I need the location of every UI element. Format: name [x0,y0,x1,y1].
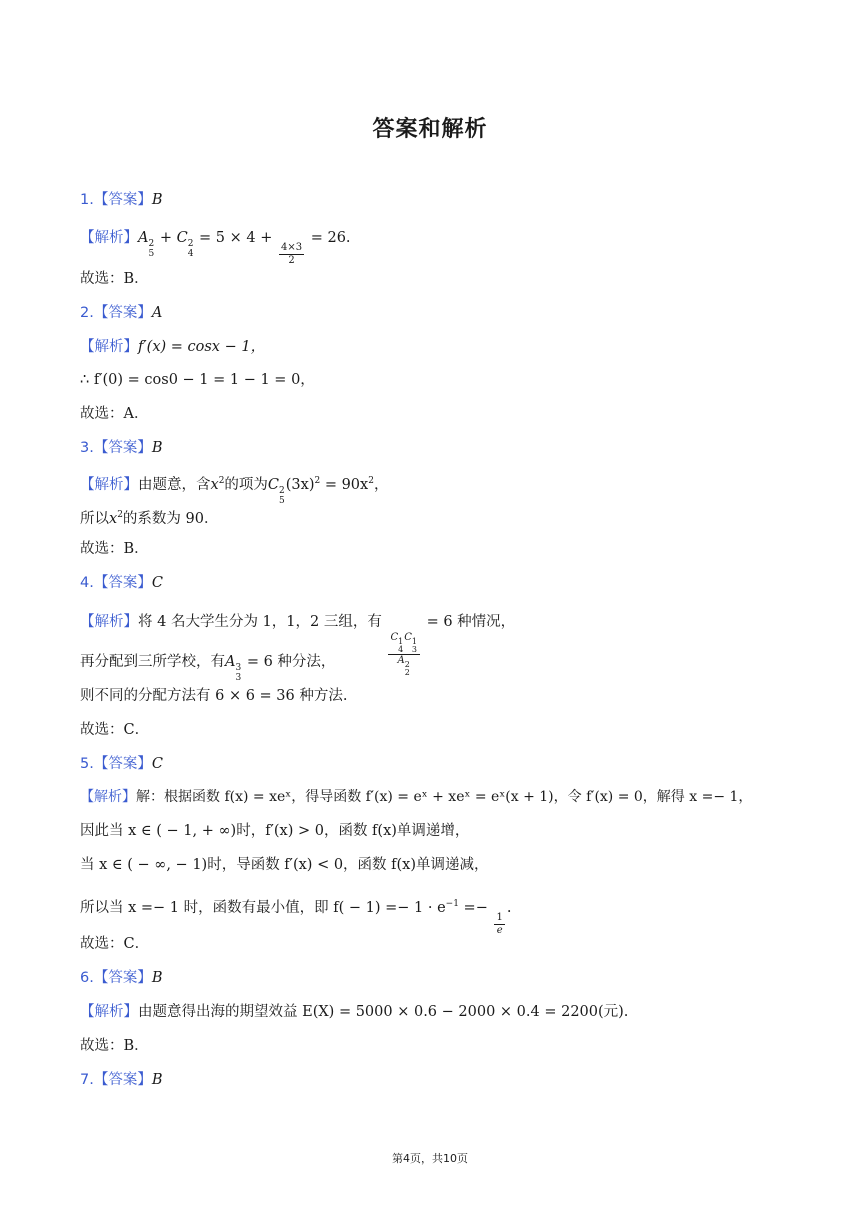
q5-fraction: $\frac{1}{e}$ [496,912,503,936]
q5-number: 5. [80,756,94,772]
q1-sum: = 5 × 4 + [199,230,273,246]
q6-answer-label: 【答案】 [93,970,152,986]
q5-analysis-line: 【解析】解：根据函数 f(x) = xeˣ，得导函数 f′(x) = eˣ + xeˣ = eˣ(x + 1)，令 f′(x) = 0，解得 x =− 1， [80,789,753,805]
q1-conclusion: 故选：B． [80,271,149,287]
q1-analysis-label: 【解析】 [80,230,138,246]
q1-analysis-line: 【解析】A 2 5 + C 2 4 = 5 × 4 + $\frac{4\times 3}{2}$ = 26. [80,230,351,266]
q5-minimum-line: 所以当 x =− 1 时，函数有最小值，即 $f( - 1) =- 1 \cdot e^{-1}$ =− $\frac{1}{e}$ . [80,899,512,936]
page-title: 答案和解析 [372,117,488,142]
q7-answer-label: 【答案】 [93,1072,152,1088]
q5-answer-label: 【答案】 [93,756,152,772]
page-footer: 第4页，共10页 [392,1152,468,1165]
q5-answer-value: C [151,756,163,772]
q3-answer-line [80,438,163,458]
q2-conclusion: 故选：A． [80,406,149,422]
q5-answer-line [80,754,163,774]
q4-number: 4. [80,575,94,591]
q6-conclusion: 故选：B． [80,1038,149,1054]
q2-answer-label: 【答案】 [93,305,152,321]
q4-distribution-line: 再分配到三所学校，有A 3 3 = 6 种分法， [80,654,336,683]
q2-number: 2. [80,305,94,321]
q7-answer-line [80,1070,163,1090]
q3-coefficient-line: 所以$x^2$的系数为 90． [80,510,219,527]
q2-analysis-label: 【解析】 [80,339,138,355]
q4-total-line: 则不同的分配方法有 6 × 6 = 36 种方法. [80,688,348,704]
q4-answer-line [80,573,163,593]
q4-analysis-label: 【解析】 [80,614,138,630]
q2-answer-line [80,303,162,323]
q3-answer-value: B [151,440,163,456]
q1-result: = 26. [310,230,351,246]
q5-analysis-label: 【解析】 [80,789,136,805]
q3-conclusion: 故选：B． [80,541,149,557]
q1-answer-value: B [151,192,163,208]
q7-answer-value: B [151,1072,163,1088]
q4-answer-label: 【答案】 [93,575,152,591]
q1-number: 1. [80,192,94,208]
q7-number: 7. [80,1072,94,1088]
q3-answer-label: 【答案】 [93,440,152,456]
q4-answer-value: C [151,575,163,591]
q3-number: 3. [80,440,94,456]
q2-step-line: ∴ f′(0) = cos0 − 1 = 1 − 1 = 0， [80,372,315,388]
q6-number: 6. [80,970,94,986]
q3-analysis-label: 【解析】 [80,477,138,493]
q6-answer-value: B [151,970,163,986]
q5-decrease-line: 当 x ∈ ( − ∞, − 1)时，导函数 f′(x) < 0，函数 f(x)单调递减， [80,857,489,873]
q3-analysis-line: 【解析】由题意，含$x^2$的项为C 2 5 $(3x)^2 = 90x^2$， [80,476,389,506]
q6-answer-line [80,968,163,988]
q1-fraction: $\frac{4\times 3}{2}$ [281,242,303,266]
q1-answer-line [80,190,163,210]
q2-answer-value: A [151,305,163,321]
q2-derivative: f′(x) = cosx − 1， [138,339,266,355]
q4-conclusion: 故选：C． [80,722,150,738]
q2-analysis-line [80,337,265,357]
q6-analysis-label: 【解析】 [80,1004,138,1020]
q1-answer-label: 【答案】 [93,192,152,208]
q4-analysis-line: 【解析】将 4 名大学生分为 1，1，2 三组，有 C 1 4 C 1 3 A 2 2 = 6 种情况， [80,614,516,677]
q6-analysis-line: 【解析】由题意得出海的期望效益 E(X) = 5000 × 0.6 − 2000 × 0.4 = 2200(元). [80,1004,629,1020]
q5-conclusion: 故选：C． [80,936,150,952]
q4-fraction: C 1 4 C 1 3 A 2 2 [388,632,420,677]
q5-increase-line: 因此当 x ∈ ( − 1, + ∞)时，f′(x) > 0，函数 f(x)单调递增， [80,823,470,839]
